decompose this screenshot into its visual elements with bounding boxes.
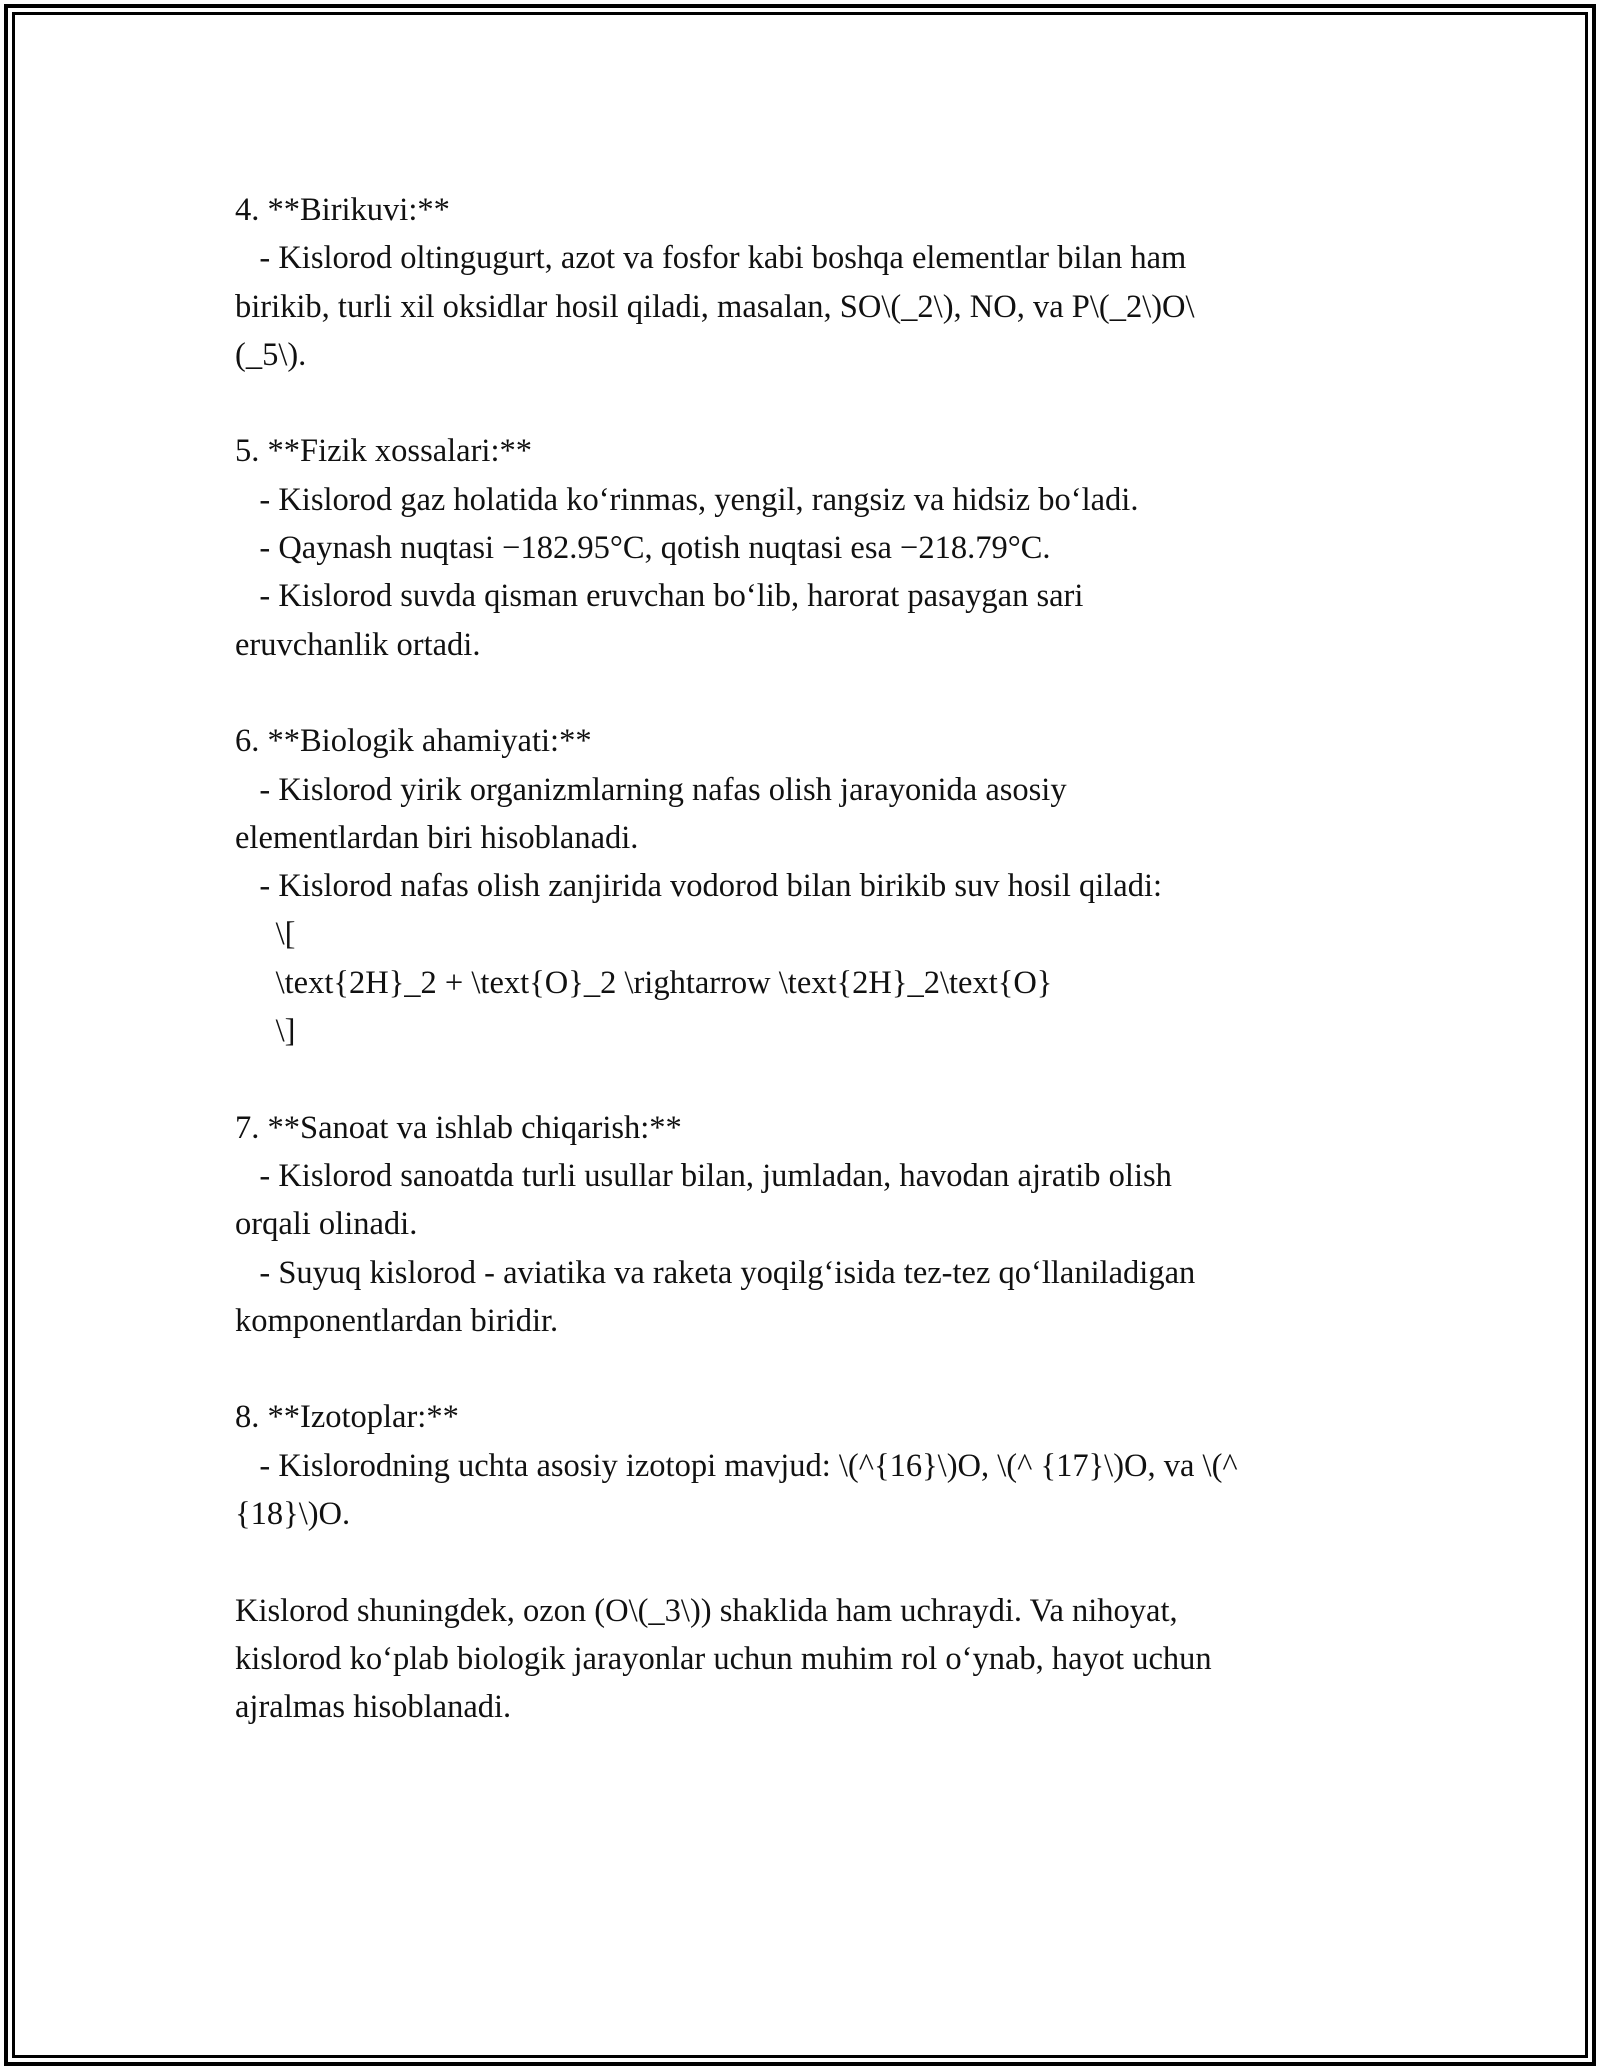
text-line: - Kislorod yirik organizmlarning nafas olish jarayonida asosiy [235,771,1067,808]
formula-line: \text{2H}_2 + \text{O}_2 \rightarrow \text{2H}_2\text{O} [235,964,1053,1001]
text-line: kislorod ko‘plab biologik jarayonlar uchun muhim rol o‘ynab, hayot uchun [235,1640,1212,1677]
section-birikuvi [235,186,1385,379]
text-line: - Kislorod gaz holatida ko‘rinmas, yengil, rangsiz va hidsiz bo‘ladi. [235,481,1139,518]
text-line: elementlardan biri hisoblanadi. [235,819,639,856]
text-line: (_5\). [235,336,307,373]
paragraph-gap [235,1345,1385,1393]
document-body [235,186,1385,1732]
paragraph-gap [235,669,1385,717]
paragraph-gap [235,379,1385,427]
section-sanoat [235,1104,1385,1345]
formula-line: \] [235,1013,296,1050]
text-line: - Kislorod sanoatda turli usullar bilan, jumladan, havodan ajratib olish [235,1157,1172,1194]
paragraph-gap [235,1055,1385,1103]
section-biologik-ahamiyati [235,717,1385,1055]
text-line: orqali olinadi. [235,1206,418,1243]
paragraph-gap [235,1538,1385,1586]
text-line: birikib, turli xil oksidlar hosil qiladi, masalan, SO\(_2\), NO, va P\(_2\)O\ [235,288,1195,325]
text-line: ajralmas hisoblanadi. [235,1689,512,1726]
section-fizik-xossalari [235,427,1385,668]
text-line: eruvchanlik ortadi. [235,626,481,663]
text-line: - Kislorod oltingugurt, azot va fosfor kabi boshqa elementlar bilan ham [235,240,1187,277]
text-line: - Qaynash nuqtasi −182.95°C, qotish nuqtasi esa −218.79°C. [235,530,1051,567]
section-izotoplar [235,1393,1385,1538]
text-line: - Kislorod nafas olish zanjirida vodorod bilan birikib suv hosil qiladi: [235,868,1163,905]
text-line: komponentlardan biridir. [235,1302,559,1339]
text-line: - Kislorodning uchta asosiy izotopi mavjud: \(^{16}\)O, \(^ {17}\)O, va \(^ [235,1447,1238,1484]
text-line: {18}\)O. [235,1496,351,1533]
formula-line: \[ [235,916,296,953]
text-line: Kislorod shuningdek, ozon (O\(_3\)) shaklida ham uchraydi. Va nihoyat, [235,1592,1178,1629]
section-heading: 7. **Sanoat va ishlab chiqarish:** [235,1109,682,1146]
section-heading: 8. **Izotoplar:** [235,1399,459,1436]
section-heading: 6. **Biologik ahamiyati:** [235,723,592,760]
section-heading: 4. **Birikuvi:** [235,192,450,228]
text-line: - Suyuq kislorod - aviatika va raketa yoqilg‘isida tez-tez qo‘llaniladigan [235,1254,1196,1291]
section-heading: 5. **Fizik xossalari:** [235,433,532,470]
section-conclusion [235,1587,1385,1732]
text-line: - Kislorod suvda qisman eruvchan bo‘lib, harorat pasaygan sari [235,578,1084,615]
